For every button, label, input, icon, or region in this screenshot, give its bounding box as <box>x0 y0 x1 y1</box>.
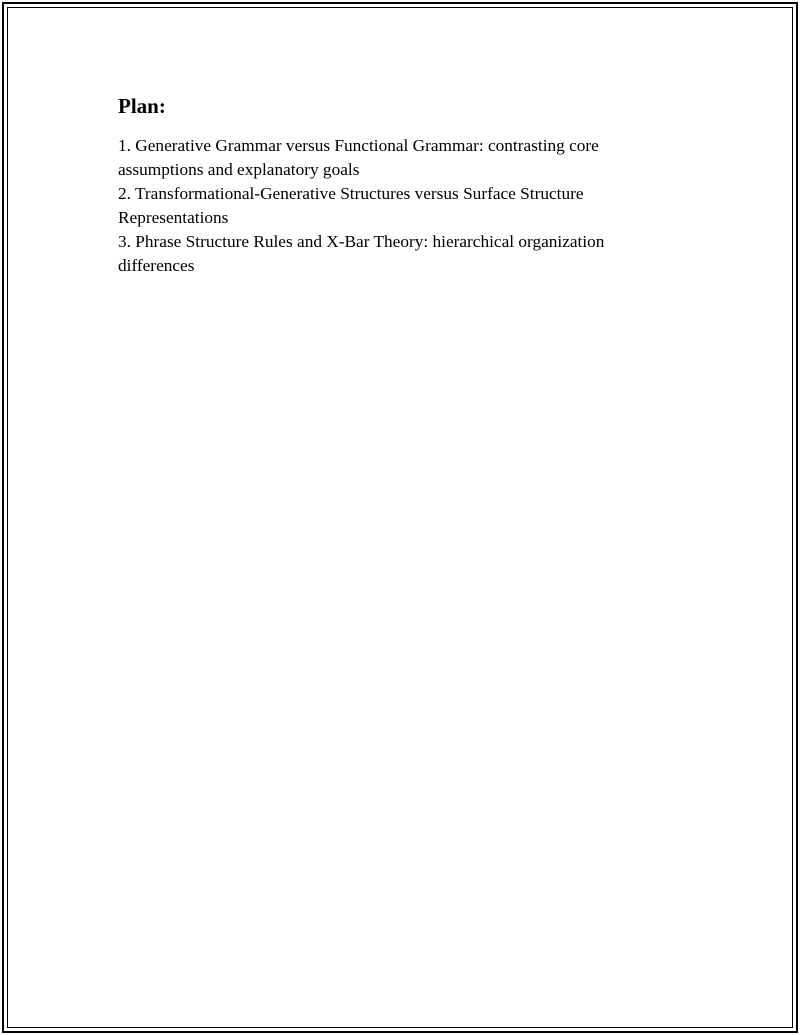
plan-item-2: 2. Transformational-Generative Structures versus Surface Structure Representations <box>118 184 584 227</box>
plan-item-3: 3. Phrase Structure Rules and X-Bar Theory: hierarchical organization differences <box>118 232 605 275</box>
plan-list <box>118 134 678 278</box>
plan-item-1: 1. Generative Grammar versus Functional Grammar: contrasting core assumptions and explanatory goals <box>118 136 599 179</box>
plan-heading: Plan: <box>118 94 166 118</box>
document-body <box>118 92 678 278</box>
